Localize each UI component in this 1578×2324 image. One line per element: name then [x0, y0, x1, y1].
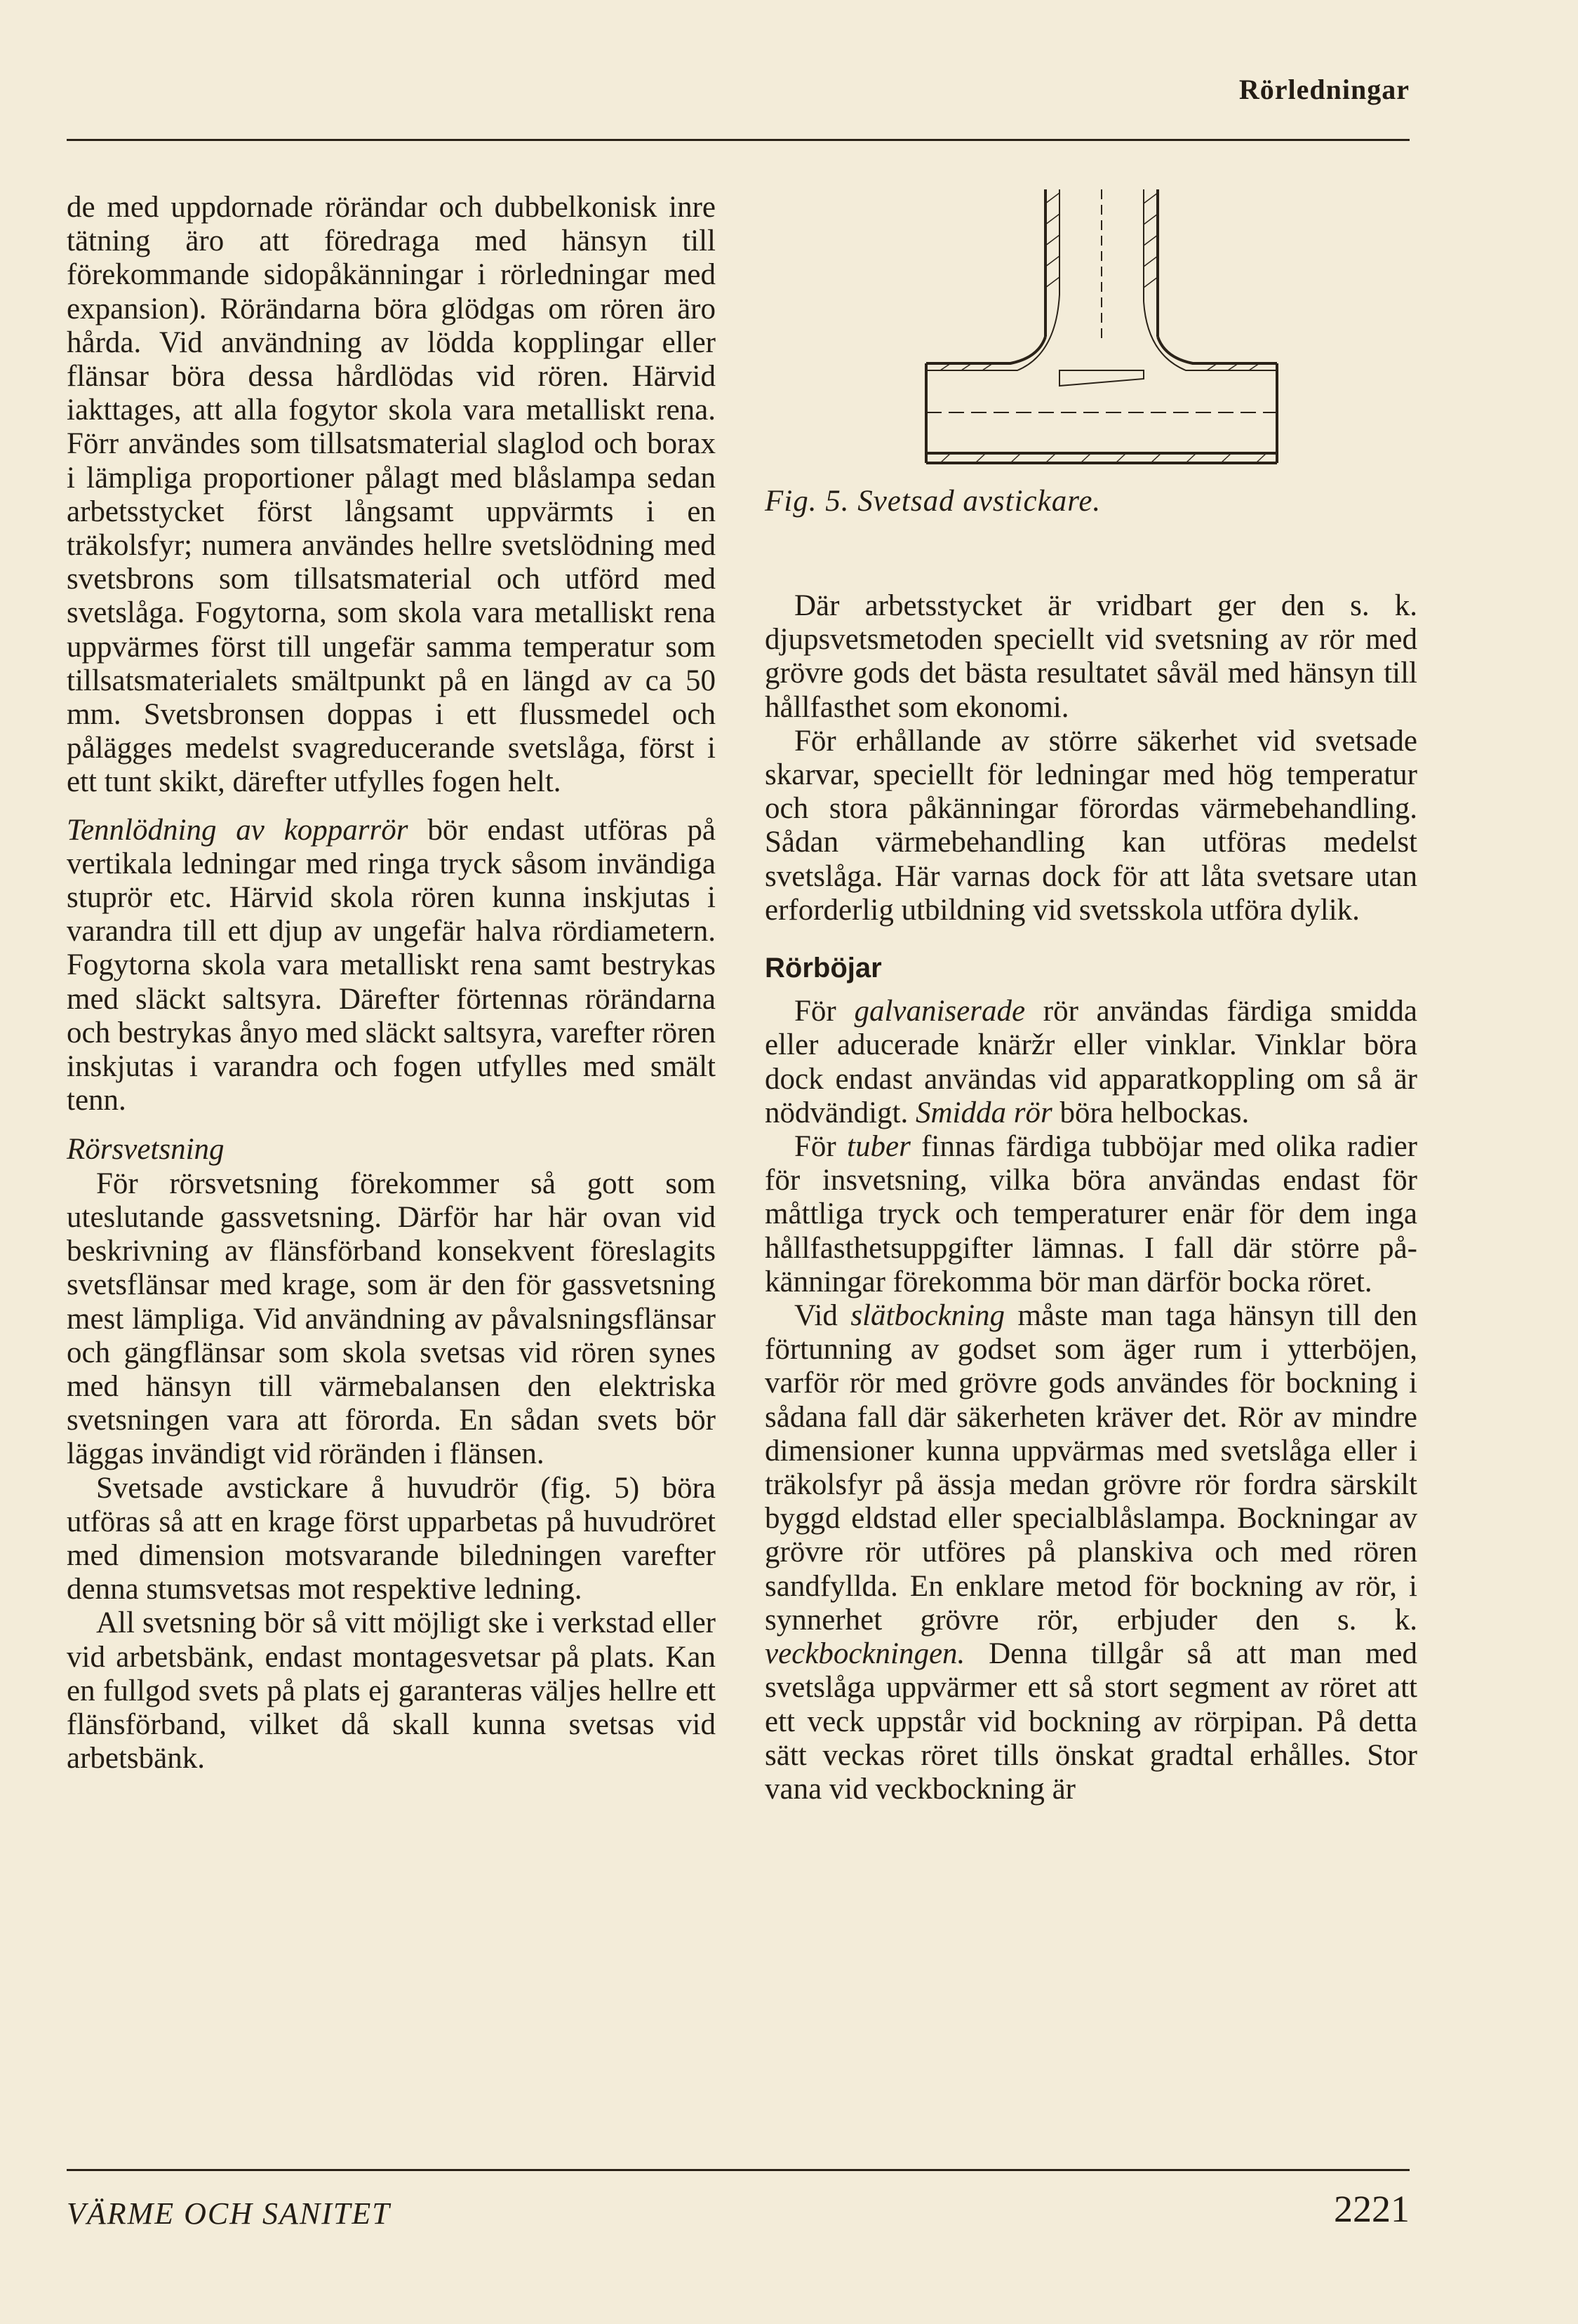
header-rule [67, 139, 1410, 141]
left-column [67, 191, 716, 1775]
paragraph: För rörsvetsning förekommer så gott som uteslutande gassvetsning. Därför har här ovan vid beskrivning av flänsförband konsekvent föreslagits svetsflänsar med krage, som är den för gassvetsning mest lämpliga. Vid användning av påvalsningsflänsar och gängflänsar som skola svetsas vid rören synes med hänsyn till värmebalansen den elektriska svetsningen vara att förorda. En sådan svets bör läggas invändigt vid röränden i flänsen. [67, 1167, 716, 1471]
paragraph: de med uppdornade rörändar och dubbelkonisk inre tätning äro att föredraga med hänsyn till förekommande sidopåkänningar i rörledningar med expansion). Rörändarna böra glödgas om rören äro hårda. Vid användning av lödda kopplingar eller flänsar böra dessa hårdlödas vid rören. Härvid iakttages, att alla fogytor skola vara metalliskt rena. Förr användes som tillsatsmaterial slaglod och borax i lämpliga proportioner pålagt med blåslampa sedan arbetsstycket först långsamt uppvärmts i en träkolsfyr; numera användes hellre svetslödning med svetsbrons som tillsatsmaterial och utförd med svetslåga. Fogytorna, som skola vara metalliskt rena uppvärmes först till ungefär samma temperatur som tillsatsmaterialets smältpunkt på en längd av ca 50 mm. Svetsbronsen doppas i ett flussmedel och pålägges medelst svagreducerande svetslåga, först i ett tunt skikt, därefter utfylles fogen helt. [67, 191, 716, 799]
page-number: 2221 [1334, 2188, 1410, 2230]
welded-branch-diagram [912, 189, 1291, 470]
collar-left [926, 337, 1045, 363]
paragraph: All svetsning bör så vitt möjligt ske i verkstad eller vid arbetsbänk, endast montagesvetsar på plats. Kan en fullgod svets på plats ej garanteras väljes hellre ett flänsförband, vilket då skall kunna svetsas vid arbetsbänk. [67, 1606, 716, 1775]
footer-rule [67, 2169, 1410, 2171]
journal-title: VÄRME OCH SANITET [67, 2196, 391, 2231]
figure-welded-branch [912, 189, 1291, 470]
paragraph: Där arbetsstycket är vridbart ger den s. k. djupsvetsmetoden speciellt vid svetsning av rör med grövre gods det bästa resultatet såväl med hänsyn till hållfasthet som ekonomi. [765, 589, 1417, 724]
collar-right [1158, 337, 1277, 363]
section-heading-rorbojar: Rörböjar [765, 953, 882, 984]
section-heading-rorsvetsning: Rörsvetsning [67, 1133, 225, 1167]
paragraph: För tuber finnas färdiga tubböjar med olika radier för insvetsning, vilka böra användas endast för måttliga tryck och temperaturer enär för dem inga hållfasthetsuppgifter lämnas. I fall där större påkänningar förekomma bör man därför bocka röret. [765, 1130, 1417, 1298]
running-title: Rörledningar [1238, 74, 1410, 105]
paragraph: För erhållande av större säkerhet vid svetsade skarvar, speciellt för ledningar med hög temperatur och stora påkänningar förordas värmebehandling. Sådan värmebehandling kan utföras medelst svetslåga. Här varnas dock för att låta svetsare utan erforderlig utbildning vid svetsskola utföra dylik. [765, 724, 1417, 927]
right-column [765, 589, 1417, 1806]
paragraph: Tennlödning av kopparrör bör endast utföras på vertikala ledningar med ringa tryck såsom invändiga stuprör etc. Härvid skola rören kunna inskjutas i varandra till ett djup av ungefär halva rördiametern. Fogytorna skola vara metalliskt rena samt bestrykas med släckt saltsyra. Därefter förtennas rörändarna och bestrykas ånyo med släckt saltsyra, varefter rören inskjutas i varandra och fogen utfylles med smält tenn. [67, 813, 716, 1117]
inline-heading: Tennlödning av kopparrör [67, 813, 408, 847]
paragraph: Svetsade avstickare å huvudrör (fig. 5) böra utföras så att en krage först upparbetas på huvudröret med dimension motsvarande biledningen varefter denna stumsvetsas mot respektive ledning. [67, 1471, 716, 1606]
figure-caption: Fig. 5. Svetsad avstickare. [765, 485, 1102, 518]
paragraph: För galvaniserade rör användas färdiga smidda eller aducerade knäržr eller vinklar. Vinklar böra dock endast användas vid apparatkoppling om så är nödvändigt. Smidda rör böra helbockas. [765, 995, 1418, 1129]
paragraph: Vid slätbockning måste man taga hänsyn till den förtunning av godset som äger rum i ytterböjen, varför rör med grövre gods användes för bockning i sådana fall där säkerheten kräver det. Rör av mindre dimensioner kunna uppvärmas med svetslåga eller i träkolsfyr på ässja medan grövre rör fordra särskilt byggd eldstad eller specialblåslampa. Bockningar av grövre rör utföres på planskiva och med rören sandfyllda. En enklare metod för bockning av rör, i synnerhet grövre rör, erbjuder den s. k. veckbockningen. Denna tillgår så att man med svetslåga uppvärmer ett så stort segment av röret att ett veck uppstår vid bockning av rörpipan. På detta sätt veckas röret tills önskat gradtal erhålles. Stor vana vid veckbockning är [765, 1299, 1418, 1806]
